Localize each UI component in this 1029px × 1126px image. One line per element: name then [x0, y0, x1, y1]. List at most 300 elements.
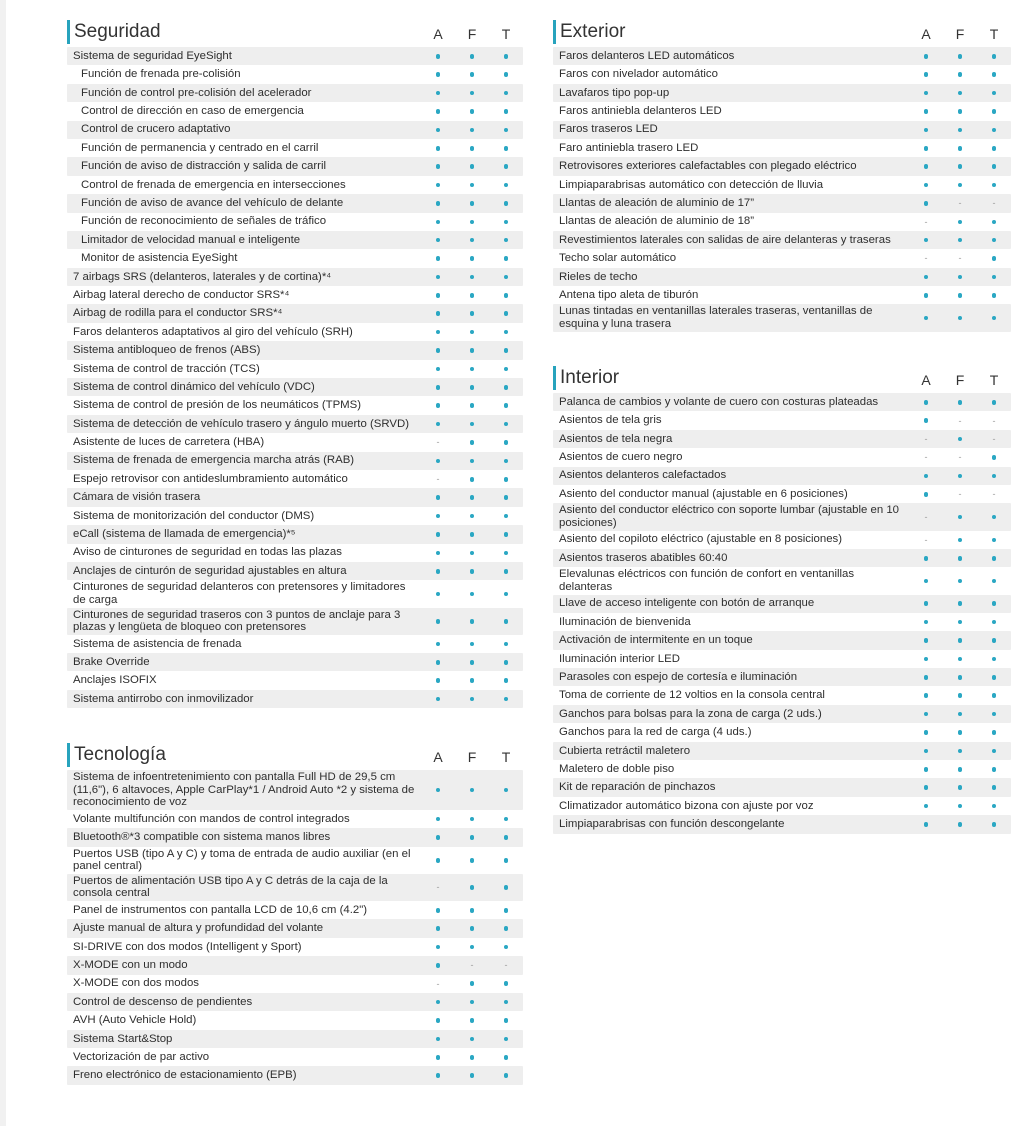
not-available-dash: - — [436, 474, 440, 485]
table-row — [67, 1066, 523, 1084]
availability-dot — [489, 87, 523, 99]
availability-dot — [909, 312, 943, 324]
not-available-dash: - — [992, 433, 996, 444]
availability-dot — [977, 289, 1011, 301]
feature-label: Sistema de control de presión de los neumáticos (TPMS) — [73, 399, 362, 412]
feature-label: Aviso de cinturones de seguridad en todas las plazas — [73, 546, 342, 559]
availability-dot — [421, 363, 455, 375]
availability-dot — [489, 1014, 523, 1026]
availability-dot — [977, 763, 1011, 775]
availability-dot — [455, 528, 489, 540]
table-row — [67, 653, 523, 671]
feature-label: 7 airbags SRS (delanteros, laterales y de cortina)*⁴ — [73, 270, 332, 283]
availability-dot — [455, 50, 489, 62]
availability-dot — [489, 923, 523, 935]
availability-dot — [943, 87, 977, 99]
availability-dot — [909, 124, 943, 136]
availability-dot — [421, 675, 455, 687]
availability-dot — [489, 547, 523, 559]
table-row — [67, 507, 523, 525]
availability-dot — [421, 234, 455, 246]
table-row — [67, 671, 523, 689]
feature-label: Asistente de luces de carretera (HBA) — [73, 436, 265, 449]
availability-dot — [455, 904, 489, 916]
availability-dot — [977, 252, 1011, 264]
feature-label: Anclajes de cinturón de seguridad ajustables en altura — [73, 564, 347, 577]
availability-dot — [909, 234, 943, 246]
not-available-dash: - — [924, 253, 928, 264]
availability-dot — [943, 708, 977, 720]
availability-dot — [943, 800, 977, 812]
availability-dot — [489, 271, 523, 283]
feature-label: Brake Override — [73, 655, 150, 668]
feature-label: Elevalunas eléctricos con función de confort en ventanillas delanteras — [559, 568, 855, 593]
availability-dot — [489, 105, 523, 117]
availability-dot — [421, 638, 455, 650]
feature-label: Palanca de cambios y volante de cuero con costuras plateadas — [559, 395, 879, 408]
availability-dot — [421, 784, 455, 796]
availability-dot — [489, 1070, 523, 1082]
availability-dot — [421, 510, 455, 522]
availability-dot — [909, 161, 943, 173]
availability-dot — [909, 598, 943, 610]
feature-label: Control de crucero adaptativo — [81, 123, 231, 136]
table-row — [67, 874, 523, 901]
availability-dot — [421, 941, 455, 953]
column-header-t: T — [989, 372, 999, 388]
availability-dot — [421, 179, 455, 191]
availability-dot — [489, 528, 523, 540]
feature-label: Retrovisores exteriores calefactables con plegado eléctrico — [559, 160, 857, 173]
availability-dot — [489, 638, 523, 650]
section-title: Seguridad — [74, 21, 161, 42]
feature-label: Limitador de velocidad manual e inteligente — [81, 233, 301, 246]
availability-dot — [421, 400, 455, 412]
availability-dot — [455, 179, 489, 191]
availability-dot — [455, 923, 489, 935]
feature-label: Kit de reparación de pinchazos — [559, 781, 716, 794]
availability-dot — [909, 690, 943, 702]
column-header-f: F — [467, 26, 477, 42]
availability-dot — [909, 634, 943, 646]
not-available-dash: - — [924, 433, 928, 444]
table-row — [553, 705, 1011, 723]
availability-dot — [909, 616, 943, 628]
feature-label: Ajuste manual de altura y profundidad del volante — [73, 922, 324, 935]
availability-dot — [455, 941, 489, 953]
availability-dot — [977, 124, 1011, 136]
availability-dot — [421, 271, 455, 283]
availability-dot — [977, 653, 1011, 665]
availability-dot — [943, 671, 977, 683]
column-header-a: A — [433, 749, 443, 765]
availability-dot — [943, 726, 977, 738]
availability-dot — [943, 690, 977, 702]
feature-label: Antena tipo aleta de tiburón — [559, 288, 699, 301]
availability-dot — [421, 904, 455, 916]
feature-label: Volante multifunción con mandos de control integrados — [73, 812, 350, 825]
feature-label: Asientos delanteros calefactados — [559, 469, 727, 482]
table-row — [553, 613, 1011, 631]
availability-dot — [421, 308, 455, 320]
table-row — [553, 650, 1011, 668]
not-available-dash: - — [958, 415, 962, 426]
availability-dot — [455, 565, 489, 577]
availability-dot — [421, 69, 455, 81]
availability-dot — [489, 69, 523, 81]
feature-label: Faros delanteros adaptativos al giro del vehículo (SRH) — [73, 325, 353, 338]
availability-dot — [421, 289, 455, 301]
section-accent-bar — [553, 20, 556, 44]
not-available-dash: - — [436, 882, 440, 893]
availability-dot — [489, 363, 523, 375]
availability-dot — [489, 234, 523, 246]
availability-dot — [977, 87, 1011, 99]
availability-dot — [421, 813, 455, 825]
section-title: Interior — [560, 367, 620, 388]
availability-dot — [943, 50, 977, 62]
feature-label: Iluminación de bienvenida — [559, 615, 691, 628]
availability-dot — [977, 634, 1011, 646]
availability-dot — [977, 708, 1011, 720]
not-available-dash: - — [958, 198, 962, 209]
feature-label: Limpiaparabrisas con función descongelante — [559, 818, 785, 831]
table-row — [67, 544, 523, 562]
availability-dot — [455, 615, 489, 627]
table-row — [553, 304, 1011, 331]
availability-dot — [455, 693, 489, 705]
table-row — [67, 525, 523, 543]
not-available-dash: - — [436, 978, 440, 989]
feature-label: Puertos USB (tipo A y C) y toma de entrada de audio auxiliar (en el panel central) — [73, 847, 411, 873]
availability-dot — [943, 161, 977, 173]
table-row — [67, 47, 523, 65]
table-row — [67, 810, 523, 828]
feature-label: SI-DRIVE con dos modos (Intelligent y Sport) — [73, 940, 302, 953]
not-available-dash: - — [470, 960, 474, 971]
availability-dot — [421, 124, 455, 136]
availability-dot — [943, 216, 977, 228]
availability-dot — [909, 50, 943, 62]
table-row — [553, 485, 1011, 503]
table-row — [67, 360, 523, 378]
availability-dot — [455, 87, 489, 99]
table-row — [553, 411, 1011, 429]
section-interior — [553, 364, 1011, 834]
availability-dot — [489, 831, 523, 843]
section-header — [67, 741, 523, 767]
feature-label: Asientos de tela gris — [559, 414, 662, 427]
feature-label: Llantas de aleación de aluminio de 18” — [559, 215, 755, 228]
availability-dot — [421, 326, 455, 338]
availability-dot — [421, 528, 455, 540]
table-row — [553, 778, 1011, 796]
availability-dot — [421, 105, 455, 117]
feature-label: Función de permanencia y centrado en el carril — [81, 141, 319, 154]
table-row — [67, 770, 523, 810]
section-accent-bar — [67, 743, 70, 767]
availability-dot — [421, 1014, 455, 1026]
column-header-a: A — [433, 26, 443, 42]
feature-label: Cinturones de seguridad traseros con 3 puntos de anclaje para 3 plazas y lengüeta de bloqueo con pretensores — [73, 608, 401, 634]
not-available-dash: - — [504, 960, 508, 971]
availability-dot — [455, 996, 489, 1008]
section-header — [553, 18, 1011, 44]
availability-dot — [943, 271, 977, 283]
availability-dot — [421, 381, 455, 393]
feature-label: Parasoles con espejo de cortesía e iluminación — [559, 670, 798, 683]
availability-dot — [489, 381, 523, 393]
availability-dot — [455, 588, 489, 600]
availability-dot — [455, 1070, 489, 1082]
availability-dot — [421, 161, 455, 173]
availability-dot — [909, 415, 943, 427]
availability-dot — [977, 598, 1011, 610]
availability-dot — [455, 831, 489, 843]
table-row — [67, 938, 523, 956]
table-row — [67, 323, 523, 341]
table-row — [553, 531, 1011, 549]
column-header-t: T — [989, 26, 999, 42]
availability-dot — [909, 745, 943, 757]
availability-dot — [943, 653, 977, 665]
availability-dot — [489, 904, 523, 916]
availability-dot — [943, 105, 977, 117]
table-row — [67, 580, 523, 607]
availability-dot — [909, 470, 943, 482]
availability-dot — [977, 179, 1011, 191]
feature-label: Limpiaparabrisas automático con detección de lluvia — [559, 178, 824, 191]
table-row — [67, 470, 523, 488]
feature-label: Faro antiniebla trasero LED — [559, 141, 699, 154]
table-row — [67, 635, 523, 653]
section-tecnologia — [67, 741, 523, 1085]
availability-dot — [421, 1051, 455, 1063]
availability-dot — [421, 615, 455, 627]
availability-dot — [909, 105, 943, 117]
availability-dot — [943, 511, 977, 523]
table-row — [553, 723, 1011, 741]
not-available-dash: - — [436, 437, 440, 448]
availability-dot — [455, 1051, 489, 1063]
availability-dot — [977, 511, 1011, 523]
feature-label: Asiento del copiloto eléctrico (ajustable en 8 posiciones) — [559, 533, 843, 546]
table-row — [553, 549, 1011, 567]
table-row — [67, 102, 523, 120]
availability-dot — [421, 252, 455, 264]
section-exterior — [553, 18, 1011, 332]
availability-dot — [489, 854, 523, 866]
availability-dot — [977, 216, 1011, 228]
feature-label: Cubierta retráctil maletero — [559, 744, 691, 757]
availability-dot — [489, 124, 523, 136]
availability-dot — [943, 634, 977, 646]
availability-dot — [909, 726, 943, 738]
availability-dot — [943, 69, 977, 81]
availability-dot — [489, 813, 523, 825]
availability-dot — [455, 234, 489, 246]
availability-dot — [489, 473, 523, 485]
availability-dot — [421, 216, 455, 228]
availability-dot — [455, 473, 489, 485]
table-row — [67, 157, 523, 175]
availability-dot — [909, 818, 943, 830]
availability-dot — [977, 671, 1011, 683]
availability-dot — [455, 813, 489, 825]
feature-label: Sistema de frenada de emergencia marcha atrás (RAB) — [73, 454, 355, 467]
table-row — [67, 304, 523, 322]
feature-label: Bluetooth®*3 compatible con sistema manos libres — [73, 831, 331, 844]
availability-dot — [943, 396, 977, 408]
feature-label: Función de frenada pre-colisión — [81, 68, 241, 81]
feature-label: Control de frenada de emergencia en intersecciones — [81, 178, 346, 191]
table-row — [67, 488, 523, 506]
availability-dot — [909, 179, 943, 191]
feature-label: Monitor de asistencia EyeSight — [81, 252, 238, 265]
feature-label: Faros traseros LED — [559, 123, 658, 136]
feature-label: Asiento del conductor manual (ajustable en 6 posiciones) — [559, 487, 848, 500]
feature-label: Sistema de control de tracción (TCS) — [73, 362, 260, 375]
page-edge — [0, 0, 6, 1126]
table-row — [553, 668, 1011, 686]
availability-dot — [421, 996, 455, 1008]
not-available-dash: - — [992, 489, 996, 500]
feature-label: Panel de instrumentos con pantalla LCD de 10,6 cm (4.2") — [73, 903, 368, 916]
availability-dot — [489, 588, 523, 600]
availability-dot — [489, 615, 523, 627]
availability-dot — [455, 161, 489, 173]
availability-dot — [909, 708, 943, 720]
availability-dot — [909, 763, 943, 775]
availability-dot — [489, 216, 523, 228]
availability-dot — [489, 344, 523, 356]
column-header-t: T — [501, 26, 511, 42]
not-available-dash: - — [924, 216, 928, 227]
table-row — [67, 139, 523, 157]
section-title: Exterior — [560, 21, 626, 42]
availability-dot — [421, 197, 455, 209]
availability-dot — [909, 552, 943, 564]
availability-dot — [489, 179, 523, 191]
availability-dot — [489, 161, 523, 173]
availability-dot — [489, 418, 523, 430]
availability-dot — [909, 653, 943, 665]
availability-dot — [455, 638, 489, 650]
table-row — [67, 286, 523, 304]
feature-label: Climatizador automático bizona con ajuste por voz — [559, 799, 814, 812]
availability-dot — [455, 400, 489, 412]
column-header-a: A — [921, 372, 931, 388]
table-row — [553, 213, 1011, 231]
table-row — [553, 194, 1011, 212]
table-row — [553, 139, 1011, 157]
availability-dot — [421, 923, 455, 935]
availability-dot — [455, 547, 489, 559]
column-header-f: F — [955, 26, 965, 42]
availability-dot — [943, 575, 977, 587]
feature-label: Sistema de control dinámico del vehículo (VDC) — [73, 380, 315, 393]
availability-dot — [421, 1033, 455, 1045]
availability-dot — [977, 396, 1011, 408]
feature-label: Revestimientos laterales con salidas de aire delanteras y traseras — [559, 233, 891, 246]
availability-dot — [977, 470, 1011, 482]
availability-dot — [455, 69, 489, 81]
availability-dot — [943, 782, 977, 794]
feature-label: Techo solar automático — [559, 252, 677, 265]
availability-dot — [943, 818, 977, 830]
feature-label: Ganchos para bolsas para la zona de carga (2 uds.) — [559, 707, 822, 720]
not-available-dash: - — [992, 198, 996, 209]
feature-label: Sistema de seguridad EyeSight — [73, 49, 232, 62]
availability-dot — [489, 1033, 523, 1045]
not-available-dash: - — [924, 534, 928, 545]
not-available-dash: - — [992, 415, 996, 426]
table-row — [67, 213, 523, 231]
availability-dot — [943, 534, 977, 546]
availability-dot — [489, 978, 523, 990]
availability-dot — [943, 598, 977, 610]
availability-dot — [455, 381, 489, 393]
availability-dot — [489, 996, 523, 1008]
feature-label: Anclajes ISOFIX — [73, 674, 157, 687]
availability-dot — [421, 87, 455, 99]
feature-label: Control de descenso de pendientes — [73, 995, 253, 1008]
availability-dot — [977, 50, 1011, 62]
table-row — [67, 121, 523, 139]
availability-dot — [489, 675, 523, 687]
availability-dot — [421, 492, 455, 504]
feature-label: Iluminación interior LED — [559, 652, 680, 665]
table-row — [67, 231, 523, 249]
table-row — [67, 919, 523, 937]
table-row — [553, 448, 1011, 466]
table-row — [67, 901, 523, 919]
availability-dot — [455, 418, 489, 430]
table-row — [553, 157, 1011, 175]
availability-dot — [943, 552, 977, 564]
table-row — [553, 268, 1011, 286]
not-available-dash: - — [958, 452, 962, 463]
feature-label: Cinturones de seguridad delanteros con pretensores y limitadores de carga — [73, 581, 406, 606]
feature-label: Lunas tintadas en ventanillas laterales traseras, ventanillas de esquina y luna trasera — [559, 305, 873, 331]
table-row — [67, 1048, 523, 1066]
availability-dot — [909, 488, 943, 500]
table-row — [67, 194, 523, 212]
feature-label: Sistema de detección de vehículo trasero y ángulo muerto (SRVD) — [73, 417, 409, 430]
availability-dot — [421, 959, 455, 971]
availability-dot — [455, 492, 489, 504]
availability-dot — [977, 552, 1011, 564]
availability-dot — [421, 344, 455, 356]
feature-label: Llantas de aleación de aluminio de 17” — [559, 197, 755, 210]
availability-dot — [977, 745, 1011, 757]
availability-dot — [489, 510, 523, 522]
table-row — [67, 828, 523, 846]
availability-dot — [977, 451, 1011, 463]
availability-dot — [489, 252, 523, 264]
availability-dot — [489, 656, 523, 668]
availability-dot — [489, 436, 523, 448]
availability-dot — [489, 197, 523, 209]
availability-dot — [421, 588, 455, 600]
feature-label: Faros delanteros LED automáticos — [559, 49, 735, 62]
feature-label: Freno electrónico de estacionamiento (EPB) — [73, 1069, 297, 1082]
availability-dot — [909, 671, 943, 683]
section-header — [67, 18, 523, 44]
availability-dot — [909, 197, 943, 209]
feature-label: Cámara de visión trasera — [73, 491, 201, 504]
table-row — [553, 393, 1011, 411]
